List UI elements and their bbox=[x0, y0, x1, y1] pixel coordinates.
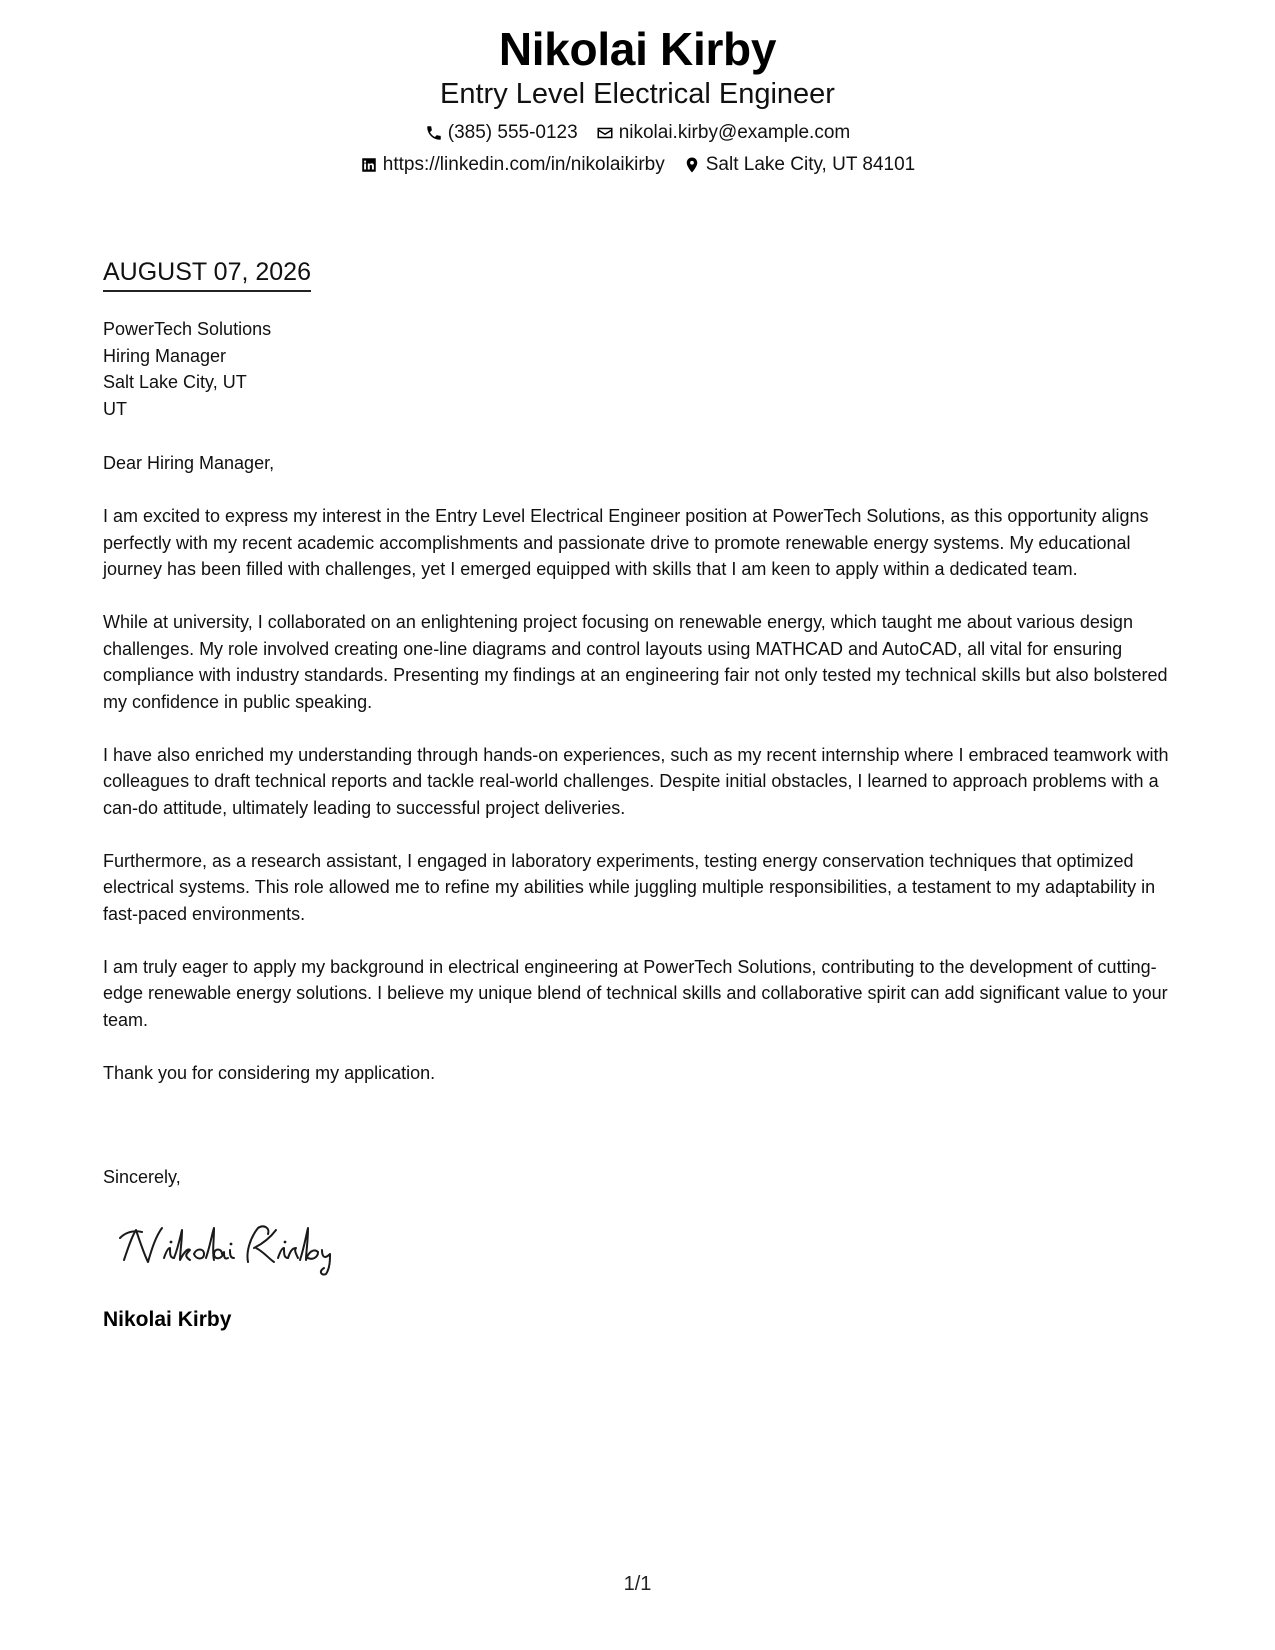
linkedin-link[interactable]: https://linkedin.com/in/nikolaikirby bbox=[382, 154, 665, 175]
job-title: Entry Level Electrical Engineer bbox=[440, 78, 835, 110]
recipient-city: Salt Lake City, UT bbox=[103, 372, 247, 392]
phone-icon bbox=[425, 124, 443, 142]
closing: Sincerely, bbox=[103, 1167, 181, 1187]
contact-linkedin bbox=[360, 152, 665, 178]
salutation: Dear Hiring Manager, bbox=[103, 453, 275, 473]
contact-line-1 bbox=[0, 120, 1275, 146]
recipient-block bbox=[103, 316, 271, 422]
thank-you-line: Thank you for considering my application. bbox=[103, 1062, 436, 1083]
body-paragraph: I have also enriched my understanding through hands-on experiences, such as my recent internship where I embraced teamwork with colleagues to draft technical reports and tackle real-world challenges. Despite initial obstacles, I learned to approach problems with a can-do attitude, ultimately leading to successful project deliveries. bbox=[103, 744, 1169, 818]
contact-location bbox=[683, 152, 915, 178]
body-paragraph: While at university, I collaborated on an enlightening project focusing on renewable energy, which taught me about various design challenges. My role involved creating one-line diagrams and control layouts using MATHCAD and AutoCAD, all vital for ensuring compliance with industry standards. Presenting my findings at an engineering fair not only tested my technical skills but also bolstered my confidence in public speaking. bbox=[103, 612, 1168, 712]
body-paragraph: I am truly eager to apply my background in electrical engineering at PowerTech Solutions, contributing to the development of cutting-edge renewable energy solutions. I believe my unique blend of technical skills and collaborative spirit can add significant value to your team. bbox=[103, 956, 1168, 1030]
recipient-contact: Hiring Manager bbox=[103, 345, 227, 366]
envelope-icon bbox=[596, 124, 614, 142]
signer-name: Nikolai Kirby bbox=[103, 1308, 232, 1331]
contact-phone bbox=[425, 120, 578, 146]
letter-date: AUGUST 07, 2026 bbox=[103, 256, 311, 292]
contact-line-2 bbox=[0, 152, 1275, 178]
body-paragraph: I am excited to express my interest in the Entry Level Electrical Engineer position at PowerTech Solutions, as this opportunity aligns perfectly with my recent academic accomplishments and passionate drive to promote renewable energy systems. My educational journey has been filled with challenges, yet I emerged equipped with skills that I am keen to apply within a dedicated team. bbox=[103, 506, 1149, 579]
contact-email bbox=[596, 120, 851, 146]
linkedin-icon bbox=[360, 156, 378, 174]
recipient-company: PowerTech Solutions bbox=[103, 319, 272, 339]
handwritten-signature bbox=[118, 1218, 358, 1278]
recipient-state: UT bbox=[103, 398, 127, 419]
body-paragraph: Furthermore, as a research assistant, I engaged in laboratory experiments, testing energy conservation techniques that optimized electrical systems. This role allowed me to refine my abilities while juggling multiple responsibilities, a testament to my adaptability in fast-paced environments. bbox=[103, 850, 1156, 924]
phone-text: (385) 555-0123 bbox=[447, 122, 578, 143]
map-marker-icon bbox=[683, 156, 701, 174]
letter-header bbox=[0, 22, 1275, 178]
applicant-name: Nikolai Kirby bbox=[498, 23, 777, 75]
location-text: Salt Lake City, UT 84101 bbox=[705, 154, 916, 175]
page-number: 1/1 bbox=[623, 1573, 652, 1595]
email-link[interactable]: nikolai.kirby@example.com bbox=[618, 122, 851, 143]
letter-body bbox=[103, 450, 1178, 1113]
